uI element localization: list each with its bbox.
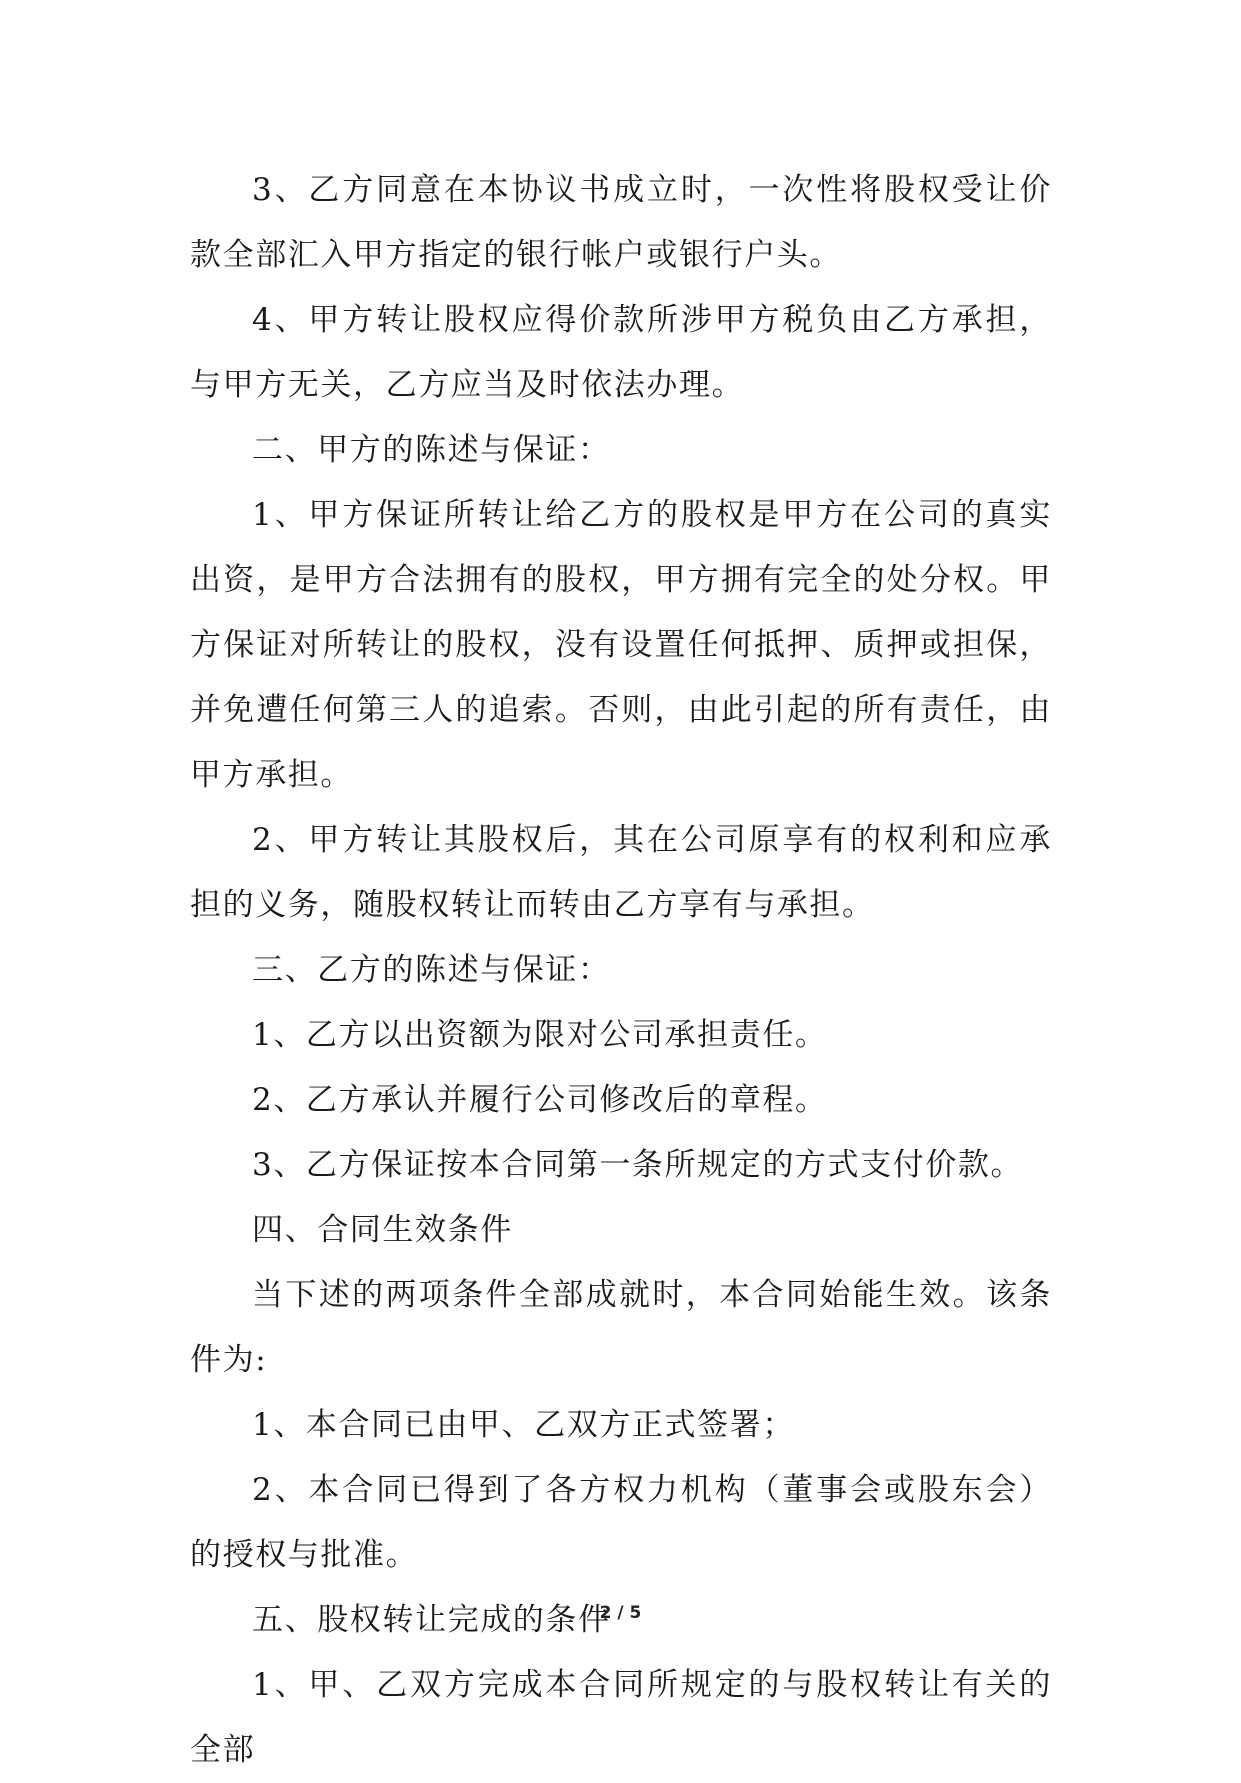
- paragraph-effective-condition-1: 1、本合同已由甲、乙双方正式签署；: [252, 1407, 795, 1443]
- paragraph-transfer-completion-1: 1、甲、乙双方完成本合同所规定的与股权转让有关的全部: [190, 1667, 1052, 1768]
- paragraph-tax-burden: 4、甲方转让股权应得价款所涉甲方税负由乙方承担，与甲方无关，乙方应当及时依法办理。: [190, 302, 1052, 403]
- document-body: [190, 158, 1052, 1783]
- paragraph-party-b-guarantee-1: 1、乙方以出资额为限对公司承担责任。: [252, 1017, 828, 1053]
- heading-party-b-representations: 三、乙方的陈述与保证：: [252, 952, 611, 988]
- paragraph-party-b-guarantee-3: 3、乙方保证按本合同第一条所规定的方式支付价款。: [252, 1147, 1024, 1183]
- paragraph-party-a-guarantee-1: 1、甲方保证所转让给乙方的股权是甲方在公司的真实出资，是甲方合法拥有的股权，甲方拥有完全的处分权。甲方保证对所转让的股权，没有设置任何抵押、质押或担保，并免遭任何第三人的追索。否则，由此引起的所有责任，由甲方承担。: [190, 497, 1052, 793]
- page-number: 2 / 5: [599, 1603, 642, 1623]
- heading-effective-conditions: 四、合同生效条件: [252, 1212, 513, 1248]
- paragraph-effective-condition-2: 2、本合同已得到了各方权力机构（董事会或股东会）的授权与批准。: [190, 1472, 1052, 1573]
- paragraph-payment-remittance: 3、乙方同意在本协议书成立时，一次性将股权受让价款全部汇入甲方指定的银行帐户或银行户头。: [190, 172, 1052, 273]
- paragraph-party-a-guarantee-2: 2、甲方转让其股权后，其在公司原享有的权利和应承担的义务，随股权转让而转由乙方享有与承担。: [190, 822, 1052, 923]
- paragraph-party-b-guarantee-2: 2、乙方承认并履行公司修改后的章程。: [252, 1082, 828, 1118]
- paragraph-effective-intro: 当下述的两项条件全部成就时，本合同始能生效。该条件为:: [190, 1277, 1052, 1378]
- heading-party-a-representations: 二、甲方的陈述与保证：: [252, 432, 611, 468]
- heading-transfer-completion: 五、股权转让完成的条件: [252, 1602, 611, 1638]
